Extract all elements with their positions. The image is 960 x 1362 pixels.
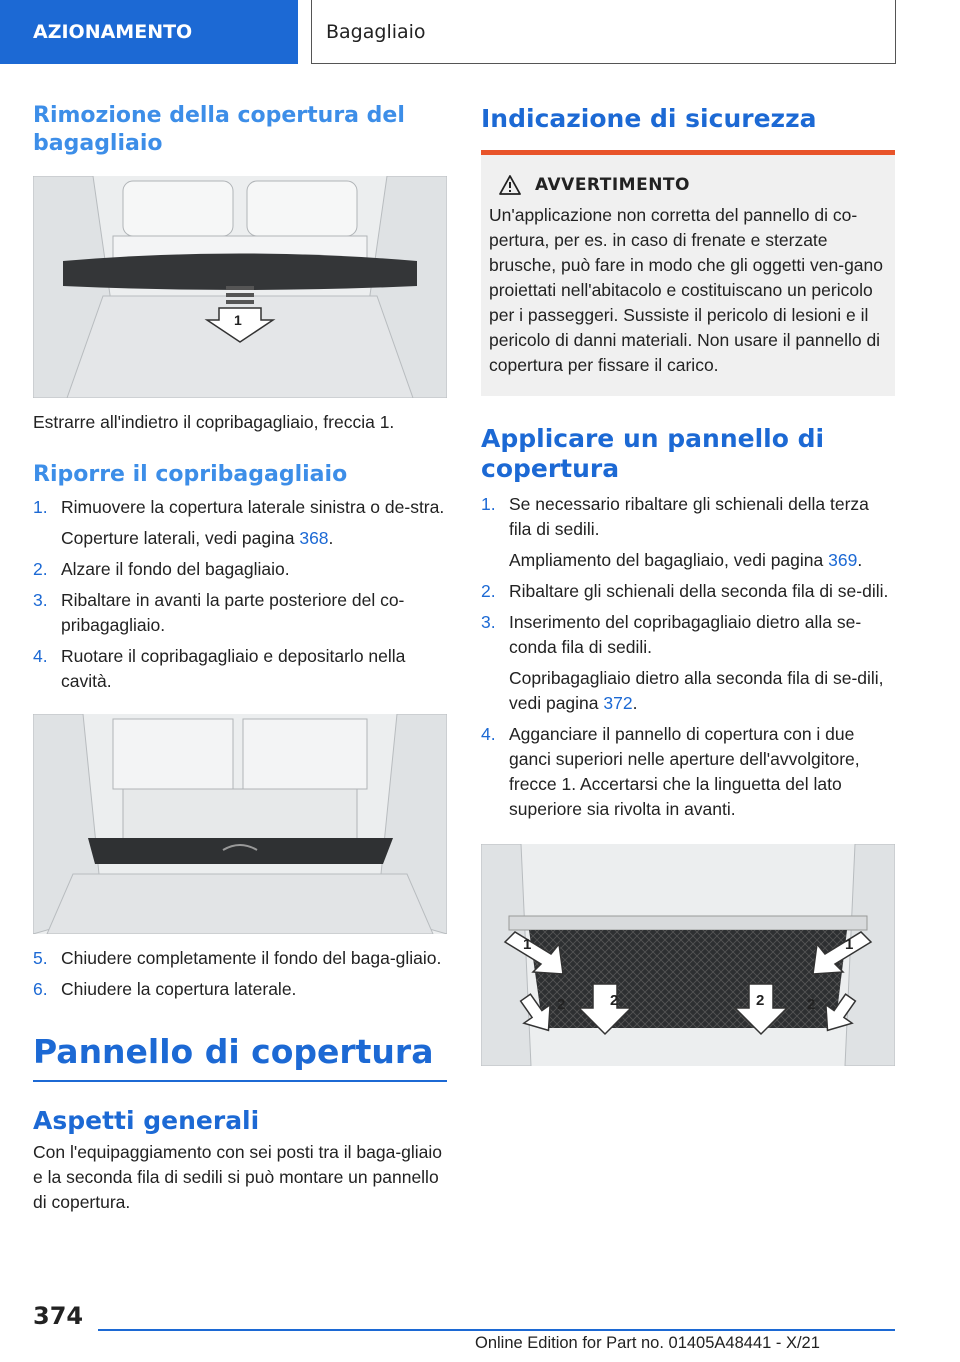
- warning-text: Un'applicazione non corretta del pannello di co‐pertura, per es. in caso di frenate e sterzate brusche, può fare in modo che gli oggetti ven‐gano proiettati nell'abitacolo e costituiscano un pericolo per i passeggeri. Sussiste il pericolo di lesioni e il pericolo di danni materiali. Non usare il pannello di copertura per fissare il carico.: [489, 205, 884, 375]
- heading-apply-panel: Applicare un pannello di copertura: [481, 424, 825, 483]
- arrow-label-2-a: 2: [557, 996, 566, 1013]
- page-number: 374: [33, 1302, 84, 1330]
- heading-general: Aspetti generali: [33, 1106, 260, 1135]
- page-link-372[interactable]: 372: [603, 693, 633, 713]
- warning-box: [481, 150, 895, 396]
- right-column: [481, 102, 895, 1066]
- edition-note: Online Edition for Part no. 01405A48441 - X/21: [475, 1334, 820, 1352]
- section-label: AZIONAMENTO: [33, 21, 193, 43]
- heading-panel: Pannello di copertura: [33, 1032, 434, 1071]
- list-item: 2. Ribaltare gli schienali della seconda fila di se‐dili.: [481, 581, 889, 601]
- arrow-label-2-b: 2: [610, 992, 619, 1009]
- paragraph-general: Con l'equipaggiamento con sei posti tra il baga‐gliaio e la seconda fila di sedili si può montare un pannello di copertura.: [33, 1142, 443, 1212]
- section-tab: [0, 0, 298, 64]
- list-item: 5. Chiudere completamente il fondo del baga‐gliaio.: [33, 948, 442, 968]
- page-link-368[interactable]: 368: [299, 528, 329, 548]
- list-item: 2. Alzare il fondo del bagagliaio.: [33, 559, 290, 579]
- illustration-net-panel: [481, 844, 895, 1066]
- warning-title: AVVERTIMENTO: [535, 175, 690, 195]
- arrow-label-1-right: 1: [845, 936, 854, 953]
- illustration-cover-stowed: [33, 714, 447, 934]
- caption-remove-cover: Estrarre all'indietro il copribagagliaio, freccia 1.: [33, 412, 395, 432]
- list-item: 1. Se necessario ribaltare gli schienali della terza fila di sedili. Ampliamento del bagagliaio, vedi pagina 369.: [481, 494, 869, 570]
- left-column: [33, 102, 447, 1215]
- steps-close-floor: [33, 946, 447, 1002]
- heading-remove-cover: Rimozione della copertura del bagagliaio: [33, 103, 405, 156]
- steps-store-cover: [33, 495, 447, 694]
- list-item: 3. Ribaltare in avanti la parte posteriore del co‐pribagagliaio.: [33, 590, 405, 635]
- arrow-label-2-d: 2: [807, 996, 816, 1013]
- heading-store-cover: Riporre il copribagagliaio: [33, 462, 348, 487]
- list-item: 1. Rimuovere la copertura laterale sinistra o de‐stra. Coperture laterali, vedi pagina 368.: [33, 497, 445, 548]
- warning-triangle-icon: [499, 175, 521, 195]
- section-divider: [33, 1080, 447, 1082]
- arrow-label-2-c: 2: [756, 992, 765, 1009]
- footer-rule: [98, 1329, 895, 1331]
- steps-apply-panel: [481, 492, 895, 822]
- list-item: 3. Inserimento del copribagagliaio dietro alla se‐conda fila di sedili. Copribagagliaio dietro alla seconda fila di se‐dili, vedi pagina 372.: [481, 612, 884, 713]
- arrow-label-1-left: 1: [523, 936, 532, 953]
- chapter-tab: [311, 0, 896, 64]
- illustration-remove-cover: [33, 176, 447, 398]
- list-item: 6. Chiudere la copertura laterale.: [33, 979, 297, 999]
- chapter-label: Bagagliaio: [326, 20, 426, 43]
- list-item: 4. Ruotare il copribagagliaio e depositarlo nella cavità.: [33, 646, 406, 691]
- list-item: 4. Agganciare il pannello di copertura con i due ganci superiori nelle aperture dell'avvolgitore, frecce 1. Accertarsi che la linguetta del lato superiore sia rivolta in avanti.: [481, 724, 860, 819]
- arrow-label-1: 1: [234, 312, 242, 328]
- page-link-369[interactable]: 369: [828, 550, 858, 570]
- heading-safety: Indicazione di sicurezza: [481, 104, 817, 133]
